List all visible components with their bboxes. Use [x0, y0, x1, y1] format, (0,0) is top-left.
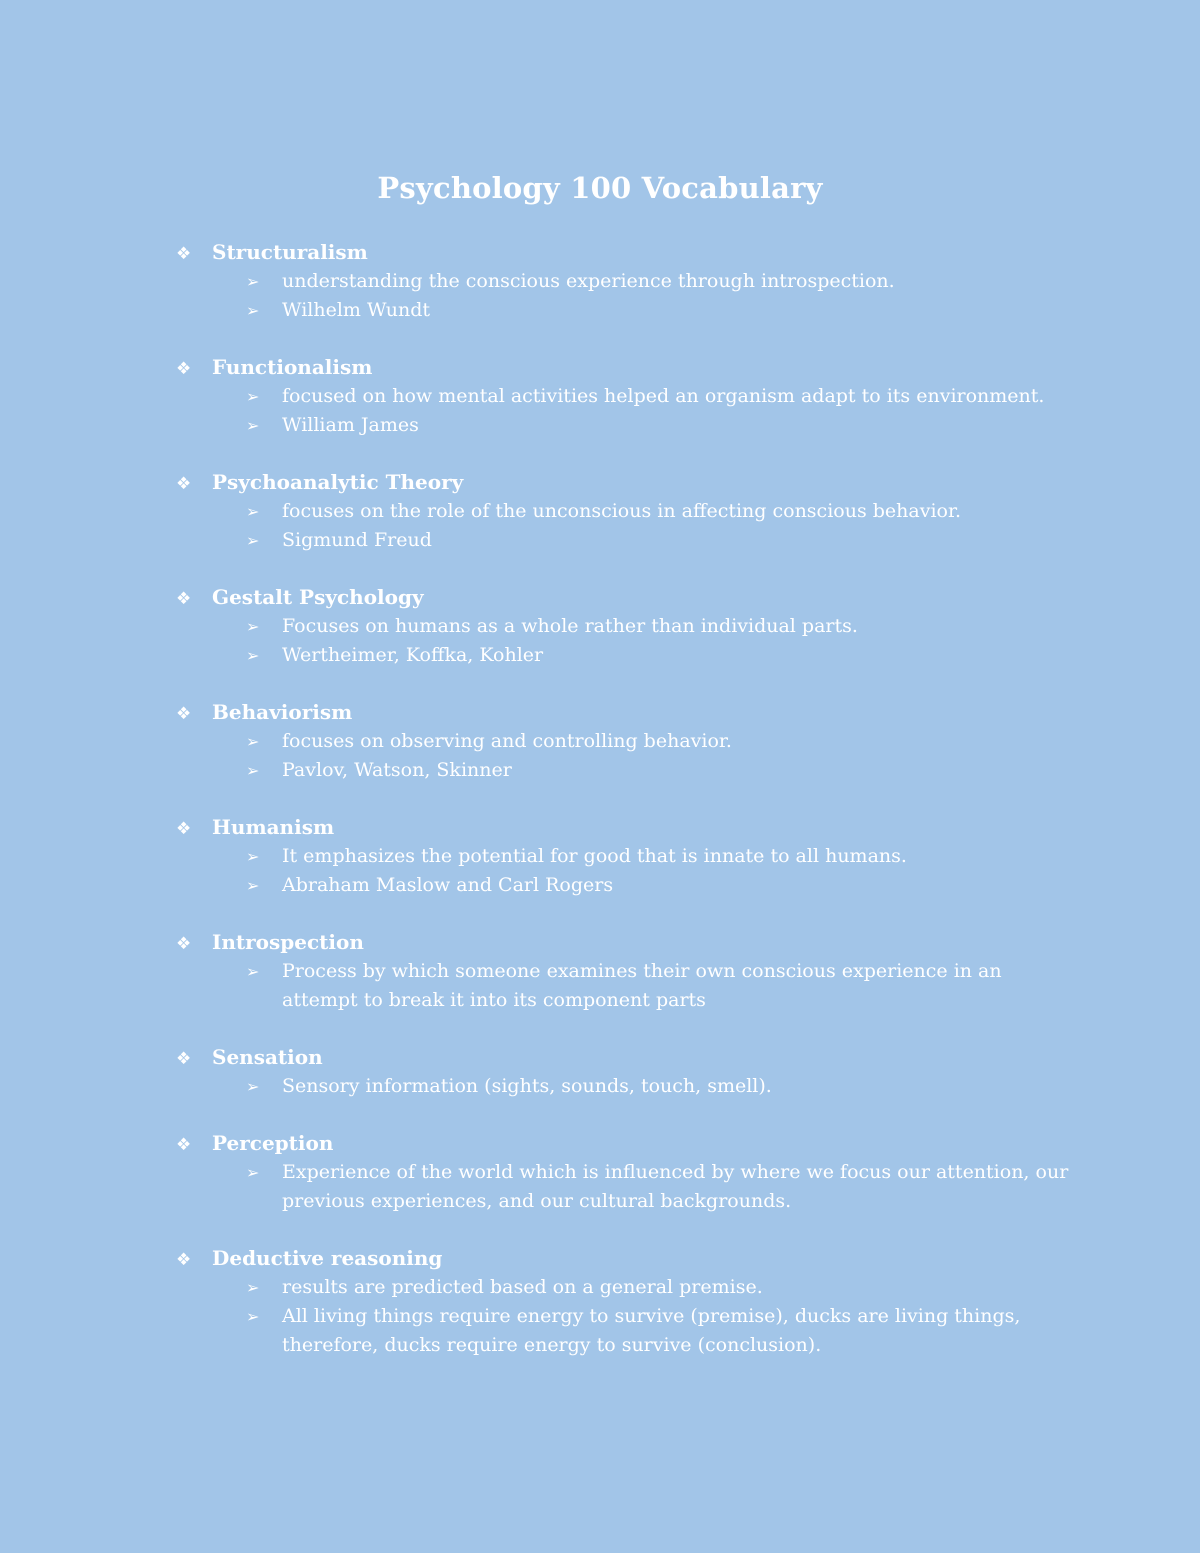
term-heading [176, 583, 1076, 612]
term-heading [176, 1244, 1076, 1273]
diamond-bullet-icon: ❖ [176, 474, 192, 494]
vocab-term [176, 698, 1076, 785]
term-point [246, 641, 1076, 670]
term-points [176, 497, 1076, 555]
term-point-text: Sensory information (sights, sounds, touch, smell). [282, 1075, 772, 1097]
vocab-term [176, 928, 1076, 1015]
diamond-bullet-icon: ❖ [176, 704, 192, 724]
arrowhead-bullet-icon: ➢ [246, 962, 260, 981]
term-points [176, 1158, 1076, 1216]
term-point-text: Experience of the world which is influenced by where we focus our attention, our previous experiences, and our cultural backgrounds. [282, 1161, 1069, 1212]
vocab-term [176, 238, 1076, 325]
arrowhead-bullet-icon: ➢ [246, 1077, 260, 1096]
term-name: Deductive reasoning [212, 1246, 443, 1270]
vocab-term [176, 1244, 1076, 1360]
term-name: Gestalt Psychology [212, 585, 424, 609]
term-point-text: Sigmund Freud [282, 529, 432, 551]
term-point-text: It emphasizes the potential for good that is innate to all humans. [282, 845, 907, 867]
term-point-text: William James [282, 414, 419, 436]
term-point-text: Wertheimer, Koffka, Kohler [282, 644, 544, 666]
term-points [176, 267, 1076, 325]
term-points [176, 957, 1076, 1015]
diamond-bullet-icon: ❖ [176, 819, 192, 839]
term-name: Psychoanalytic Theory [212, 470, 464, 494]
vocab-term [176, 583, 1076, 670]
term-name: Perception [212, 1131, 334, 1155]
term-point-text: Process by which someone examines their own conscious experience in an attempt to break it into its component parts [282, 960, 1002, 1011]
term-point [246, 727, 1076, 756]
term-point-text: focuses on observing and controlling behavior. [282, 730, 732, 752]
term-name: Behaviorism [212, 700, 353, 724]
term-heading [176, 468, 1076, 497]
term-point [246, 526, 1076, 555]
vocab-term [176, 1043, 1076, 1101]
arrowhead-bullet-icon: ➢ [246, 416, 260, 435]
diamond-bullet-icon: ❖ [176, 1250, 192, 1270]
term-point [246, 871, 1076, 900]
vocab-term [176, 353, 1076, 440]
term-point-text: focuses on the role of the unconscious in affecting conscious behavior. [282, 500, 961, 522]
term-point [246, 267, 1076, 296]
arrowhead-bullet-icon: ➢ [246, 876, 260, 895]
term-point-text: Pavlov, Watson, Skinner [282, 759, 512, 781]
term-point-text: Abraham Maslow and Carl Rogers [282, 874, 614, 896]
term-heading [176, 1043, 1076, 1072]
arrowhead-bullet-icon: ➢ [246, 387, 260, 406]
diamond-bullet-icon: ❖ [176, 589, 192, 609]
term-point [246, 497, 1076, 526]
term-points [176, 1072, 1076, 1101]
term-point [246, 842, 1076, 871]
term-name: Structuralism [212, 240, 368, 264]
arrowhead-bullet-icon: ➢ [246, 646, 260, 665]
term-points [176, 612, 1076, 670]
arrowhead-bullet-icon: ➢ [246, 732, 260, 751]
term-points [176, 1273, 1076, 1360]
diamond-bullet-icon: ❖ [176, 1049, 192, 1069]
vocab-term [176, 1129, 1076, 1216]
term-name: Sensation [212, 1045, 323, 1069]
term-point [246, 957, 1076, 1015]
term-point-text: Wilhelm Wundt [282, 299, 430, 321]
term-point-text: Focuses on humans as a whole rather than individual parts. [282, 615, 858, 637]
term-heading [176, 353, 1076, 382]
term-point-text: results are predicted based on a general premise. [282, 1276, 763, 1298]
term-point [246, 1158, 1076, 1216]
vocab-term [176, 813, 1076, 900]
term-heading [176, 698, 1076, 727]
term-points [176, 842, 1076, 900]
diamond-bullet-icon: ❖ [176, 1135, 192, 1155]
term-point [246, 612, 1076, 641]
arrowhead-bullet-icon: ➢ [246, 847, 260, 866]
diamond-bullet-icon: ❖ [176, 359, 192, 379]
vocabulary-list [176, 238, 1076, 1388]
term-point-text: All living things require energy to survive (premise), ducks are living things, therefore, ducks require energy to survive (conclusion). [282, 1305, 1021, 1356]
term-points [176, 382, 1076, 440]
arrowhead-bullet-icon: ➢ [246, 1163, 260, 1182]
term-point-text: focused on how mental activities helped an organism adapt to its environment. [282, 385, 1045, 407]
term-heading [176, 238, 1076, 267]
arrowhead-bullet-icon: ➢ [246, 502, 260, 521]
arrowhead-bullet-icon: ➢ [246, 301, 260, 320]
vocab-term [176, 468, 1076, 555]
term-name: Introspection [212, 930, 364, 954]
term-point [246, 756, 1076, 785]
term-heading [176, 928, 1076, 957]
term-heading [176, 813, 1076, 842]
term-point [246, 1273, 1076, 1302]
page-title: Psychology 100 Vocabulary [377, 171, 823, 205]
term-point [246, 411, 1076, 440]
term-name: Functionalism [212, 355, 373, 379]
diamond-bullet-icon: ❖ [176, 244, 192, 264]
diamond-bullet-icon: ❖ [176, 934, 192, 954]
term-point [246, 382, 1076, 411]
term-point [246, 1302, 1076, 1360]
arrowhead-bullet-icon: ➢ [246, 272, 260, 291]
term-point [246, 296, 1076, 325]
term-point-text: understanding the conscious experience through introspection. [282, 270, 895, 292]
arrowhead-bullet-icon: ➢ [246, 617, 260, 636]
term-points [176, 727, 1076, 785]
term-name: Humanism [212, 815, 335, 839]
term-point [246, 1072, 1076, 1101]
arrowhead-bullet-icon: ➢ [246, 761, 260, 780]
term-heading [176, 1129, 1076, 1158]
arrowhead-bullet-icon: ➢ [246, 1278, 260, 1297]
arrowhead-bullet-icon: ➢ [246, 1307, 260, 1326]
arrowhead-bullet-icon: ➢ [246, 531, 260, 550]
